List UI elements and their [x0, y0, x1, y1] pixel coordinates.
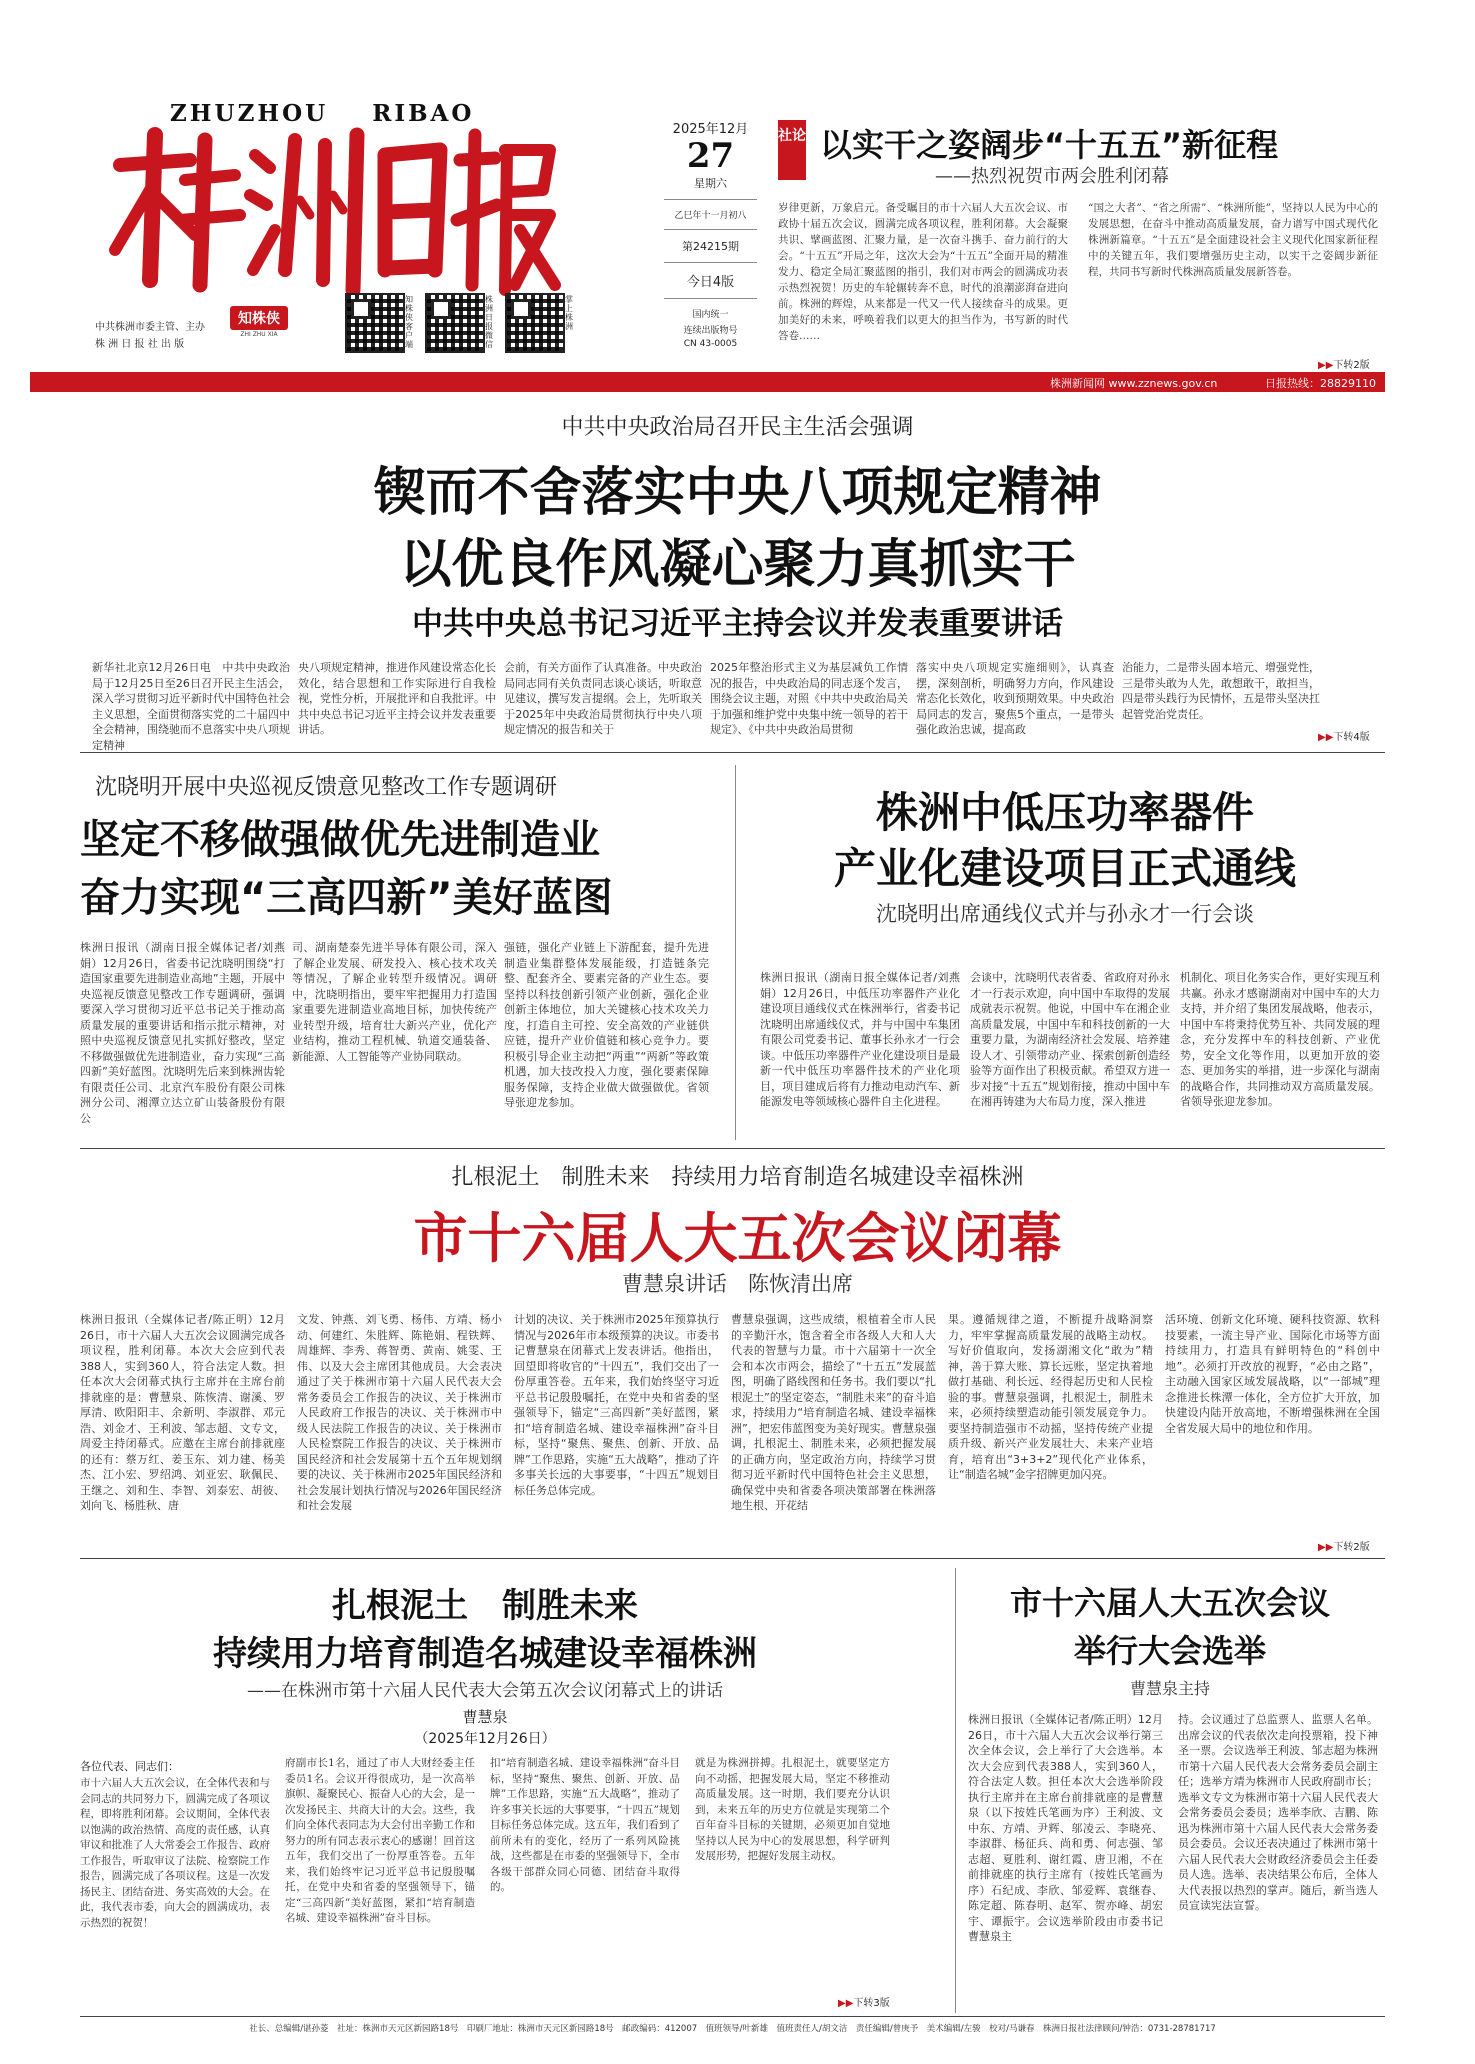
lead-title-1[interactable]: 锲而不舍落实中央八项规定精神 [373, 463, 1102, 523]
qr-code-wechat[interactable] [425, 293, 485, 353]
editorial-col-1: 岁律更新，万象启元。备受瞩目的市十六届人大五次会议、市政协十届五次会议，圆满完成各项议程，胜利闭幕。大会凝聚共识、擘画蓝图、汇聚力量，是一次奋斗携手、奋力前行的大会。“十五五”开局之年，这次大会为“十五五”全面开局的精准发力、稳定全局汇聚蓝图的指引，我们对市两会的圆满成功表示热烈祝贺！历史的车轮辗转奔不息，时代的浪潮澎湃奋进向前。株洲的辉煌，从来都是一代又一代人接续奋斗的成果。更加美好的未来，呼唤着我们以更大的担当作为，书写新的时代答卷…… [778, 202, 1068, 342]
website-bar [30, 372, 1385, 392]
lead-col-2: 央八项规定精神，推进作风建设常态化长效化，结合思想和工作实际进行自我检视，党性分析，开展批评和自我批评。中共中央总书记习近平主持会议并发表重要讲话。 [298, 661, 496, 736]
qr-label-zhangshang: 掌上株洲 [565, 295, 573, 331]
app-sub: ZHI ZHU XIA [240, 331, 278, 338]
cn-line-2: 连续出版物号 [683, 326, 738, 336]
sponsor-line-1: 中共株洲市委主管、主办 [95, 322, 205, 333]
editorial-col-2: “国之大者”、“省之所需”、“株洲所能”，坚持以人民为中心的发展思想，在奋斗中推动高质量发展，奋力谱写中国式现代化株洲新篇章。“十五五”是全面建设社会主义现代化国家新征程中的关键五年，我们要增强历史主动，以实干之姿阔步新征程，共同书写新时代株洲高质量发展新答卷。 [1088, 202, 1378, 278]
left-title-2[interactable]: 奋力实现“三高四新”美好蓝图 [80, 875, 613, 921]
left-col-2: 司、湖南楚泰先进半导体有限公司，深入了解企业发展、研发投入、核心技术攻关等情况，了解企业转型升级情况。调研中，沈晓明指出，要牢牢把握用力打造国家重要先进制造业高地目标，加快传统产业转型升级，培育壮大新兴产业，优化产业结构，推动工程机械、轨道交通装备、新能源、人工智能等产业协同联动。 [292, 941, 497, 1063]
congress-col-2: 文发、钟燕、刘飞勇、杨伟、方靖、杨小动、何建红、朱胜辉、陈艳娟、程铁辉、周雄辉、李秀、蒋智勇、黄南、姚雯、王伟、以及大会主席团其他成员。大会表决通过了关于株洲市第十六届人民代表大会常务委员会工作报告的决议、关于株洲市人民政府工作报告的决议、关于株洲市中级人民法院工作报告的决议、关于株洲市人民检察院工作报告的决议、关于株洲市国民经济和社会发展第十五个五年规划纲要的决议、关于株洲市2025年国民经济和社会发展计划执行情况与2026年国民经济和社会发展 [297, 1313, 502, 1512]
lead-col-3: 会前，有关方面作了认真准备。中央政治局同志同有关负责同志谈心谈话，听取意见建议，撰写发言提纲。会上，先听取关于2025年中央政治局贯彻执行中央八项规定情况的报告和关于 [504, 661, 702, 736]
vertical-divider [735, 765, 736, 1140]
issue-number: 第24215期 [682, 240, 739, 253]
speech-col-3: 扣“培育制造名城、建设幸福株洲”奋斗目标，坚持“聚焦、聚焦、创新、开放、品牌”工作思路，实施“五大战略”，推动了许多事关长远的大事要事，“十四五”规划目标任务总体完成。这五年，我们看到了前所未有的变化，经历了一系列风险挑战，这些都是在市委的坚强领导下，全市各级干部群众同心同德、团结奋斗取得的。 [490, 1757, 680, 1893]
speech-continue-text: 下转3版 [853, 1998, 890, 2009]
lead-title-2[interactable]: 以优良作风凝心聚力真抓实干 [399, 535, 1076, 595]
lead-col-6: 治能力，二是带头固本培元、增强党性，三是带头敢为人先，敢想敢干，敢担当，四是带头践行为民情怀，五是带头坚决扛起管党治党责任。 [1122, 661, 1320, 721]
right-title-1[interactable]: 株洲中低压功率器件 [875, 788, 1254, 837]
divider [80, 752, 1385, 753]
congress-kicker: 扎根泥土 制胜未来 持续用力培育制造名城建设幸福株洲 [451, 1165, 1024, 1190]
left-kicker: 沈晓明开展中央巡视反馈意见整改工作专题调研 [95, 775, 558, 800]
date-lunar: 乙巳年十一月初八 [674, 211, 747, 221]
lead-kicker: 中共中央政治局召开民主生活会强调 [561, 415, 914, 440]
right-col-3: 机制化、项目化务实合作，更好实现互利共赢。孙永才感谢湖南对中国中车的大力支持，并介绍了集团发展战略，他表示，中国中车将秉持优势互补、共同发展的理念，充分发挥中车的科技创新、产业优势，安全文化等作用，以更加开放的姿态、更加务实的举措，进一步深化与湖南的战略合作，共同推动双方高质量发展。省领导张迎龙参加。 [1180, 971, 1380, 1108]
congress-continue: ▶▶下转2版 [1318, 1542, 1370, 1553]
right-subtitle: 沈晓明出席通线仪式并与孙永才一行会谈 [876, 902, 1254, 926]
app-name: 知株侠 [230, 306, 288, 330]
date-day: 27 [686, 136, 735, 176]
qr-label-wechat: 株洲日报微信 [485, 295, 493, 349]
left-col-1: 株洲日报讯（湖南日报全媒体记者/刘燕娟）12月26日，省委书记沈晓明围绕“打造国家重要先进制造业高地”主题，开展中央巡视反馈意见整改工作专题调研，强调要深入学习贯彻习近平总书记关于推动高质量发展的重要讲话和指示批示精神，对照中央巡视反馈意见扎实抓好整改，坚定不移做强做优先进制造业，奋力实现“三高四新”美好蓝图。沈晓明先后来到株洲齿轮有限责任公司、北京汽车股份有限公司株洲分公司、湘潭立达立矿山装备股份有限公 [80, 941, 285, 1125]
election-col-2: 持。会议通过了总监票人、监票人名单。出席会议的代表依次走向投票箱，投下神圣一票。会议选举王利波、邹志超为株洲市第十六届人民代表大会常务委员会副主任；选举方靖为株洲市人民政府副市长；选举文专文为株洲市第十六届人民代表大会常务委员会委员；选举李欣、吉鹏、陈迅为株洲市第十六届人民代表大会常务委员会委员。会议还表决通过了株洲市第十六届人民代表大会财政经济委员会主任委员人选。选举、表决结果公布后，全体人大代表报以热烈的掌声。随后，新当选人员宣读宪法宣誓。 [1178, 1713, 1378, 1912]
right-col-1: 株洲日报讯（湖南日报全媒体记者/刘燕娟）12月26日，中低压功率器件产业化建设项目通线仪式在株洲举行，省委书记沈晓明出席通线仪式，并与中国中车集团有限公司党委书记、董事长孙永才一行会谈。中低压功率器件产业化建设项目是最新一代中低压功率器件技术的产业化项目，项目建成后将有力推动电动汽车、新能源发电等领域核心器件自主化进程。 [760, 971, 960, 1108]
congress-col-1: 株洲日报讯（全媒体记者/陈正明）12月26日，市十六届人大五次会议圆满完成各项议程，胜利闭幕。本次大会应到代表388人，实到360人，符合法定人数。担任本次大会闭幕式执行主席并在主席台前排就座的是：曹慧泉、陈恢清、谢溪、罗厚清、欧阳阳丰、余新明、李淑群、邓元浩、刘金才、王利波、邹志超、文专文，周爱主持闭幕式。应邀在主席台前排就座的还有：蔡万红、姜玉东、刘力建、杨美杰、江小宏、罗绍鸿、刘亚宏、耿佩民、王继之、刘和生、李智、刘泰宏、胡彼、刘向飞、杨胜秋、唐 [80, 1313, 285, 1512]
speech-col-1: 市十六届人大五次会议，在全体代表和与会同志的共同努力下，圆满完成了各项议程，即将胜利闭幕。会议期间，全体代表以饱满的政治热情、高度的责任感，认真审议和批准了人大常委会工作报告、政府工作报告，听取审议了法院、检察院工作报告，圆满完成了各项议程。这是一次发扬民主、团结奋进、务实高效的大会。在此，我代表市委，向大会的圆满成功，表示热烈的祝贺！ [80, 1777, 270, 1929]
right-col-2: 会谈中，沈晓明代表省委、省政府对孙永才一行表示欢迎，向中国中车取得的发展成就表示祝贺。他说，中国中车在湘企业高质量发展，中国中车和科技创新的一大重要力量，为湖南经济社会发展、培养建设人才、引领带动产业、探索创新创造经验等方面作出了积极贡献。希望双方进一步对接“十五五”规划衔接，推动中国中车在湘再铸建为大布局力度，深入推进 [970, 971, 1170, 1108]
congress-subtitle: 曹慧泉讲话 陈恢清出席 [622, 1272, 853, 1296]
qr-code-zhangshang[interactable] [505, 293, 565, 353]
speech-title-2[interactable]: 持续用力培育制造名城建设幸福株洲 [213, 1634, 757, 1674]
speech-author: 曹慧泉 [462, 1708, 508, 1726]
speech-col-2: 府副市长1名，通过了市人大财经委主任委员1名。会议开得很成功，是一次高举旗帜、凝聚民心、振奋人心的大会，是一次发扬民主、共商大计的大会。这些，我们向全体代表同志为大会付出辛勤工作和努力的所有同志表示衷心的感谢！回首这五年，我们交出了一份厚重答卷。五年来，我们始终牢记习近平总书记殷殷嘱托，在党中央和省委的坚强领导下，锚定“三高四新”美好蓝图，紧扣“培育制造名城、建设幸福株洲”奋斗目标。 [285, 1757, 475, 1924]
footer-divider [80, 2016, 1385, 2017]
divider [80, 1148, 1385, 1149]
qr-label-app: 知株侠客户端 [405, 295, 413, 349]
masthead-pinyin: ZHUZHOU RIBAO [170, 100, 475, 127]
right-title-2[interactable]: 产业化建设项目正式通线 [833, 844, 1296, 893]
newspaper-logo [95, 120, 565, 295]
election-col-1: 株洲日报讯（全媒体记者/陈正明）12月26日，市十六届人大五次会议举行第三次全体会议，会上举行了大会选举。本次大会应到代表388人，实到360人，符合法定人数。担任本次大会选举阶段执行主席并在主席台前排就座的是曹慧泉（以下按姓氏笔画为序）王利波、文中东、方靖、尹辉、邬凌云、李晓亮、李淑群、杨征兵、尚和勇、何志强、邹志超、夏胜利、谢红霞、唐卫湘，不在前排就座的执行主席有（按姓氏笔画为序）石纪成、李欣、邹爱辉、袁继春、陈定超、陈春明、赵军、贺亦峰、胡宏宇、谭振宇。会议选举阶段由市委书记曹慧泉主 [968, 1713, 1163, 1943]
hotline: 日报热线：28829110 [1265, 377, 1376, 390]
masthead [0, 0, 1475, 390]
date-year-month: 2025年12月 [672, 122, 749, 137]
vertical-divider [955, 1568, 956, 2013]
lead-continue: ▶▶下转4版 [1318, 732, 1370, 743]
date-weekday: 星期六 [694, 177, 727, 190]
website-url[interactable]: 株洲新闻网 www.zznews.gov.cn [1050, 377, 1218, 390]
date-box [658, 118, 763, 363]
editorial-tag [778, 120, 806, 180]
lead-col-4: 2025年整治形式主义为基层减负工作情况的报告，中央政治局的同志逐个发言，围绕会议主题，对照《中共中央政治局关于加强和维护党中央集中统一领导的若干规定》、《中共中央政治局贯彻 [710, 661, 908, 736]
left-col-3: 强链，强化产业链上下游配套，提升先进制造业集群整体发展能级，打造链条完整、配套齐全、要素完备的产业生态。要坚持以科技创新引领产业创新，强化企业创新主体地位，加大关键核心技术攻关力度，打造自主可控、安全高效的产业链供应链，提升产业价值链和核心竞争力。要积极引导企业主动把“两重”“两新”等政策机遇，加大技改投入力度，强化要素保障服务保障，支持企业做大做强做优。省领导张迎龙参加。 [504, 941, 709, 1109]
congress-col-6: 活环境、创新文化环境、硬科技资源、软科技要素，一流主导产业、国际化市场等方面持续用力，打造具有鲜明特色的“科创中地”。必须打开改放的视野，“必由之路”，主动融入国家区域发展战略，以“一部城”理念推进长株潭一体化，全方位扩大开放，加快建设内陆开放高地，不断增强株洲在全国全省发展大局中的地位和作用。 [1165, 1313, 1380, 1435]
editorial-continue: ▶▶下转2版 [1318, 360, 1370, 371]
cn-line-1: 国内统一 [692, 310, 729, 320]
cn-number: CN 43-0005 [683, 339, 738, 349]
left-title-1[interactable]: 坚定不移做强做优先进制造业 [80, 817, 600, 863]
congress-continue-text: 下转2版 [1333, 1542, 1370, 1553]
speech-subtitle: ——在株洲市第十六届人民代表大会第五次会议闭幕式上的讲话 [247, 1681, 723, 1701]
editorial-tag-text: 社论 [778, 128, 806, 144]
speech-date: （2025年12月26日） [414, 1731, 556, 1747]
election-subtitle: 曹慧泉主持 [1129, 1679, 1210, 1698]
editorial-continue-text: 下转2版 [1333, 360, 1370, 371]
footer-imprint: 社长、总编辑/谌孙菱 社址：株洲市天元区新园路18号 印刷厂地址：株洲市天元区新园路18号 邮政编码：412007 值班领导/叶新雄 值班责任人/胡文洁 责任编辑/曾庚予 美术编辑/左骏 校对/马谦春 株洲日报社法律顾问/钟浩：0731-28781717 [249, 2024, 1216, 2034]
speech-continue: ▶▶下转3版 [838, 1998, 890, 2009]
app-logo[interactable] [230, 306, 288, 342]
election-title-1[interactable]: 市十六届人大五次会议 [1009, 1584, 1330, 1622]
speech-title-1[interactable]: 扎根泥土 制胜未来 [332, 1586, 638, 1626]
editorial-subtitle: ——热烈祝贺市两会胜利闭幕 [935, 166, 1169, 187]
congress-title[interactable]: 市十六届人大五次会议闭幕 [413, 1207, 1062, 1270]
election-title-2[interactable]: 举行大会选举 [1073, 1632, 1266, 1670]
lead-col-1: 新华社北京12月26日电 中共中央政治局于12月25日至26日召开民主生活会，深入学习贯彻习近平新时代中国特色社会主义思想，全面贯彻落实党的二十届四中全会精神，围绕驰而不息落实中央八项规定精神 [92, 661, 290, 752]
congress-col-5: 果。遵循规律之道，不断提升战略洞察力，牢牢掌握高质量发展的战略主动权。写好价值取向，发扬湖湘文化“敢为”精神，善于算大账、算长远账，坚定执着地做打基础、利长远、经得起历史和人民检验的事。曹慧泉强调，扎根泥土，制胜未来，必须持续塑造动能引领发展竞争力。要坚持制造强市不动摇，坚持传统产业提质升级、新兴产业发展壮大、未来产业培育，培育出“3+3+2”现代化产业体系，让“制造名城”金字招牌更加闪亮。 [948, 1313, 1153, 1481]
lead-subtitle: 中共中央总书记习近平主持会议并发表重要讲话 [412, 606, 1063, 642]
edition-count: 今日4版 [686, 275, 735, 290]
qr-code-app[interactable] [345, 293, 405, 353]
lead-continue-text: 下转4版 [1333, 732, 1370, 743]
speech-greeting: 各位代表、同志们： [80, 1760, 179, 1773]
sponsor-line-2: 株 洲 日 报 社 出 版 [95, 339, 185, 350]
congress-col-4: 曹慧泉强调，这些成绩，根植着全市人民的辛勤汗水，饱含着全市各级人大和人大代表的智慧与力量。市十六届第十一次全会和本次市两会，描绘了“十五五”发展蓝图，明确了路线图和任务书。我们要以“扎根泥土”的坚定姿态，“制胜未来”的奋斗追求，持续用力“培育制造名城、建设幸福株洲”，把宏伟蓝图变为美好现实。曹慧泉强调，扎根泥土、制胜未来，必须把握发展的正确方向，坚定政治方向，持续学习贯彻习近平新时代中国特色社会主义思想，确保党中央和省委各项决策部署在株洲落地生根、开花结 [731, 1313, 936, 1512]
speech-col-4: 就是为株洲拼搏。扎根泥土，就要坚定方向不动摇，把握发展大局，坚定不移推动高质量发展。这一时期，我们要充分认识到，未来五年的历史方位就是实现第二个百年奋斗目标的关键期，必须更加自觉地坚持以人民为中心的发展思想，科学研判发展形势，把握好发展主动权。 [695, 1757, 890, 1862]
congress-col-3: 计划的决议、关于株洲市2025年预算执行情况与2026年市本级预算的决议。市委书记曹慧泉在闭幕式上发表讲话。他指出，回望即将收官的“十四五”，我们交出了一份厚重答卷。五年来，我们始终坚守习近平总书记殷殷嘱托，在党中央和省委的坚强领导下，锚定“三高四新”美好蓝图，紧扣“培育制造名城、建设幸福株洲”奋斗目标，坚持“聚焦、聚焦、创新、开放、品牌”工作思路，实施“五大战略”，推动了许多事关长远的大事要事，“十四五”规划目标任务总体完成。 [514, 1313, 719, 1497]
editorial-title[interactable]: 以实干之姿阔步“十五五”新征程 [820, 126, 1279, 164]
divider [80, 1558, 1385, 1559]
lead-col-5: 落实中央八项规定实施细则》，认真查摆，深刻剖析，明确努力方向，作风建设常态化长效化，收到预期效果。中央政治局同志的发言，聚焦5个重点，一是带头强化政治忠诚，提高政 [916, 661, 1114, 736]
